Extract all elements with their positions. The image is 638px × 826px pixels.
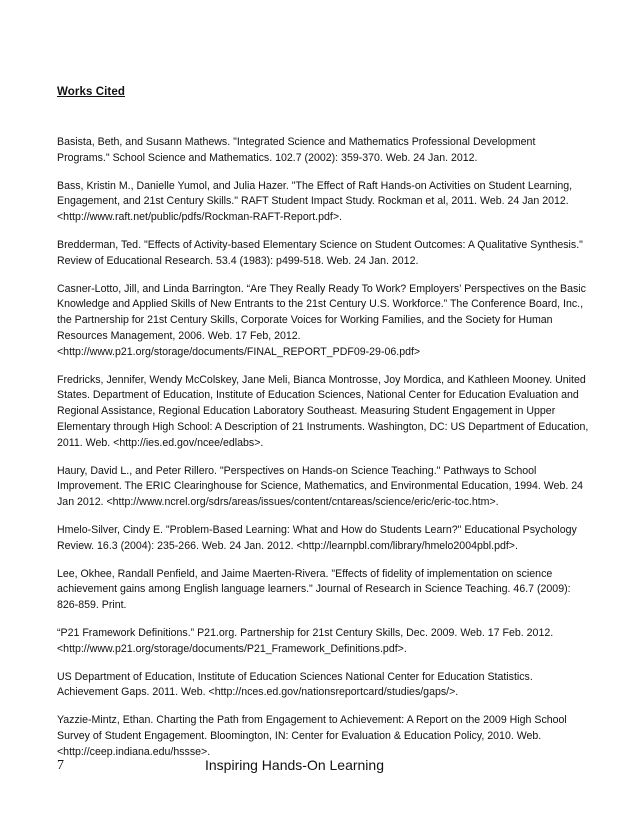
reference-line: “P21 Framework Definitions.” P21.org. Partnership for 21st Century Skills, Dec. 2009. Web. 17 Feb. 2012.: [57, 626, 554, 639]
footer-page-number: 7: [57, 758, 64, 773]
reference-line: Resources Management, 2006. Web. 17 Feb, 2012.: [57, 329, 301, 342]
reference-line: 2011. Web. <http://ies.ed.gov/ncee/edlabs>.: [57, 436, 264, 449]
reference-entry: [57, 238, 597, 270]
reference-entry: [57, 670, 597, 702]
reference-entry: [57, 179, 597, 226]
footer-title: Inspiring Hands-On Learning: [205, 757, 384, 773]
reference-line: US Department of Education, Institute of Education Sciences National Center for Education Statistics.: [57, 670, 533, 683]
reference-line: <http://www.p21.org/storage/documents/P21_Framework_Definitions.pdf>.: [57, 642, 407, 655]
reference-line: achievement gains among English language learners." Journal of Research in Science Teaching. 46.7 (2009):: [57, 583, 571, 596]
reference-line: Basista, Beth, and Susann Mathews. "Integrated Science and Mathematics Professional Development: [57, 136, 536, 148]
reference-line: <http://www.raft.net/public/pdfs/Rockman-RAFT-Report.pdf>.: [57, 211, 342, 224]
reference-line: 826-859. Print.: [57, 599, 127, 612]
reference-line: Jan 2012. <http://www.ncrel.org/sdrs/areas/issues/content/cntareas/science/eric/eric-toc.htm>.: [57, 496, 499, 509]
reference-line: Engagement, and 21st Century Skills." RAFT Student Impact Study. Rockman et al, 2011. Web. 24 Jan 2012.: [57, 195, 569, 208]
reference-entry: [57, 282, 597, 361]
reference-line: Yazzie-Mintz, Ethan. Charting the Path from Engagement to Achievement: A Report on the 2009 High School: [57, 714, 567, 727]
reference-line: States. Department of Education, Institute of Education Sciences, National Center for Education Evaluation and: [57, 389, 579, 402]
reference-line: Review. 16.3 (2004): 235-266. Web. 24 Jan. 2012. <http://learnpbl.com/library/hmelo2004pbl.pdf>.: [57, 539, 518, 552]
works-cited-heading: Works Cited: [57, 86, 125, 98]
reference-line: <http://ceep.indiana.edu/hssse>.: [57, 745, 211, 758]
reference-line: Regional Assistance, Regional Education Laboratory Southeast. Measuring Student Engagement in Upper: [57, 405, 556, 418]
reference-line: Bass, Kristin M., Danielle Yumol, and Julia Hazer. "The Effect of Raft Hands-on Activities on Student Learning,: [57, 179, 573, 192]
reference-entry: [57, 464, 597, 511]
reference-entry: [57, 135, 597, 167]
reference-entry: [57, 567, 597, 614]
reference-line: Achievement Gaps. 2011. Web. <http://nces.ed.gov/nationsreportcard/studies/gaps/>.: [57, 686, 459, 699]
reference-line: Hmelo-Silver, Cindy E. "Problem-Based Learning: What and How do Students Learn?" Educational Psychology: [57, 523, 577, 536]
reference-entry: [57, 626, 597, 658]
reference-entry: [57, 523, 597, 555]
reference-line: <http://www.p21.org/storage/documents/FINAL_REPORT_PDF09-29-06.pdf>: [57, 345, 421, 358]
reference-entry: [57, 713, 597, 760]
reference-line: Fredricks, Jennifer, Wendy McColskey, Jane Meli, Bianca Montrosse, Joy Mordica, and Kathleen Mooney. United: [57, 373, 586, 386]
reference-line: Casner-Lotto, Jill, and Linda Barrington. “Are They Really Ready To Work? Employers’ Perspectives on the Basic: [57, 282, 586, 295]
reference-line: Elementary through High School: A Description of 21 Instruments. Washington, DC: US Department of Education,: [57, 420, 589, 433]
reference-entry: [57, 373, 597, 452]
references-list: [57, 135, 597, 773]
reference-line: Bredderman, Ted. "Effects of Activity-based Elementary Science on Student Outcomes: A Qualitative Synthesis.": [57, 238, 583, 251]
reference-line: Programs." School Science and Mathematics. 102.7 (2002): 359-370. Web. 24 Jan. 2012.: [57, 151, 478, 164]
reference-line: the Partnership for 21st Century Skills, Corporate Voices for Working Families, and the Society for Human: [57, 314, 553, 327]
reference-line: Review of Educational Research. 53.4 (1983): p499-518. Web. 24 Jan. 2012.: [57, 254, 419, 267]
reference-line: Knowledge and Applied Skills of New Entrants to the 21st Century U.S. Workforce.” The Conference Board, Inc.,: [57, 298, 584, 311]
reference-line: Improvement. The ERIC Clearinghouse for Science, Mathematics, and Environmental Education, 1994. Web. 24: [57, 480, 584, 493]
reference-line: Survey of Student Engagement. Bloomington, IN: Center for Evaluation & Education Policy, 2010. Web.: [57, 729, 542, 742]
reference-line: Haury, David L., and Peter Rillero. "Perspectives on Hands-on Science Teaching." Pathways to School: [57, 464, 537, 477]
reference-line: Lee, Okhee, Randall Penfield, and Jaime Maerten-Rivera. "Effects of fidelity of implementation on science: [57, 567, 553, 580]
